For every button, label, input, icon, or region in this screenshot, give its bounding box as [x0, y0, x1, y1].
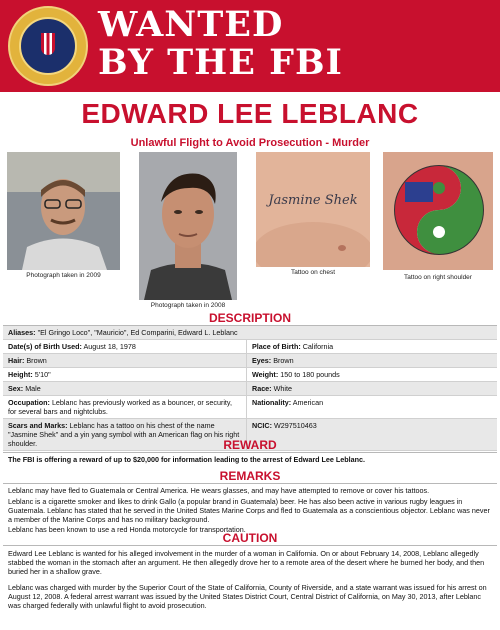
fbi-seal-icon — [8, 6, 88, 86]
description-heading: DESCRIPTION — [208, 311, 291, 325]
table-row — [3, 396, 497, 419]
photo-caption-2009: Photograph taken in 2009 — [26, 272, 101, 279]
eyes-label: Eyes: — [252, 356, 272, 365]
photo-caption-chest: Tattoo on chest — [290, 269, 336, 276]
photo-2008 — [139, 152, 237, 300]
aliases-value: "El Gringo Loco", "Mauricio", Ed Comparini, Edward L. Leblanc — [37, 328, 238, 337]
table-row — [3, 382, 497, 396]
pob-label: Place of Birth: — [252, 342, 301, 351]
charge-subtitle: Unlawful Flight to Avoid Prosecution - Murder — [130, 137, 370, 149]
tattoo-shoulder-photo — [383, 152, 493, 270]
caution-paragraph-2: Leblanc was charged with murder by the Superior Court of the State of California, County of Riverside, and a state warrant was issued for his arrest on August 12, 2008. A federal arrest warrant was issued by the United States District Court, Central District of California, on May 30, 2013, after Leblanc was charged federally with unlawful flight to avoid prosecution. — [8, 583, 487, 611]
hair-label: Hair: — [8, 356, 25, 365]
wanted-banner — [0, 0, 500, 92]
description-table — [3, 326, 497, 451]
occupation-value: Leblanc has previously worked as a bouncer, or security, for several bars and nightclubs. — [8, 398, 232, 416]
ncic-label: NCIC: — [252, 421, 272, 430]
weight-label: Weight: — [252, 370, 279, 379]
eyes-value: Brown — [273, 356, 294, 365]
race-label: Race: — [252, 384, 272, 393]
caution-heading: CAUTION — [222, 531, 278, 545]
height-value: 5'10" — [34, 370, 51, 379]
ncic-value: W297510463 — [273, 421, 317, 430]
table-row — [3, 326, 497, 340]
sex-label: Sex: — [8, 384, 24, 393]
aliases-label: Aliases: — [8, 328, 36, 337]
table-row — [3, 354, 497, 368]
remarks-heading: REMARKS — [219, 469, 281, 483]
photo-caption-shoulder: Tattoo on right shoulder — [404, 274, 472, 281]
table-row — [3, 368, 497, 382]
dob-label: Date(s) of Birth Used: — [8, 342, 82, 351]
hair-value: Brown — [26, 356, 47, 365]
nationality-label: Nationality: — [252, 398, 292, 407]
divider — [3, 545, 497, 546]
divider — [3, 452, 497, 453]
remarks-paragraph-2: Leblanc is a cigarette smoker and likes to drink Gallo (a popular brand in Guatemala) beer. He has also been active in various rugby leagues in Guatemala. Leblanc has stated that he served in the United States Marine Corps and fled to Guatemala as a conscientious objector. Leblanc was never a member of the Marine Corps and has no military background. — [8, 497, 490, 525]
weight-value: 150 to 180 pounds — [280, 370, 340, 379]
remarks-paragraph-1: Leblanc may have fled to Guatemala or Central America. He wears glasses, and may have attempted to remove or cover his tattoos. — [8, 486, 430, 495]
banner-line-2: BY THE FBI — [98, 42, 343, 83]
scars-label: Scars and Marks: — [8, 421, 68, 430]
reward-heading: REWARD — [223, 438, 277, 452]
banner-title — [98, 6, 343, 82]
photo-2009 — [7, 152, 120, 270]
scars-value: Leblanc has a tattoo on his chest of the name "Jasmine Shek" and a yin yang symbol with an American flag on his right shoulder. — [8, 421, 240, 448]
table-row — [3, 340, 497, 354]
occupation-label: Occupation: — [8, 398, 50, 407]
pob-value: California — [302, 342, 334, 351]
banner-line-1: WANTED — [98, 4, 284, 45]
caution-paragraph-1: Edward Lee Leblanc is wanted for his alleged involvement in the murder of a woman in California. On or about February 14, 2008, Leblanc allegedly stabbed the woman in the stomach after an argument. He then allegedly drove her to a remote area of the desert where he burned her body, and then buried her in a shallow grave. — [8, 549, 485, 577]
nationality-value: American — [292, 398, 324, 407]
tattoo-chest-photo — [256, 152, 370, 267]
divider — [3, 483, 497, 484]
dob-value: August 18, 1978 — [83, 342, 136, 351]
height-label: Height: — [8, 370, 33, 379]
fugitive-name: EDWARD LEE LEBLANC — [81, 98, 419, 129]
sex-value: Male — [25, 384, 41, 393]
reward-text: The FBI is offering a reward of up to $20,000 for information leading to the arrest of Edward Lee Leblanc. — [8, 455, 366, 464]
tattoo-chest-text: Jasmine Shek — [268, 193, 358, 208]
race-value: White — [273, 384, 292, 393]
photo-caption-2008: Photograph taken in 2008 — [150, 302, 226, 309]
remarks-paragraph-3: Leblanc has been known to use a red Honda motorcycle for transportation. — [8, 525, 246, 534]
